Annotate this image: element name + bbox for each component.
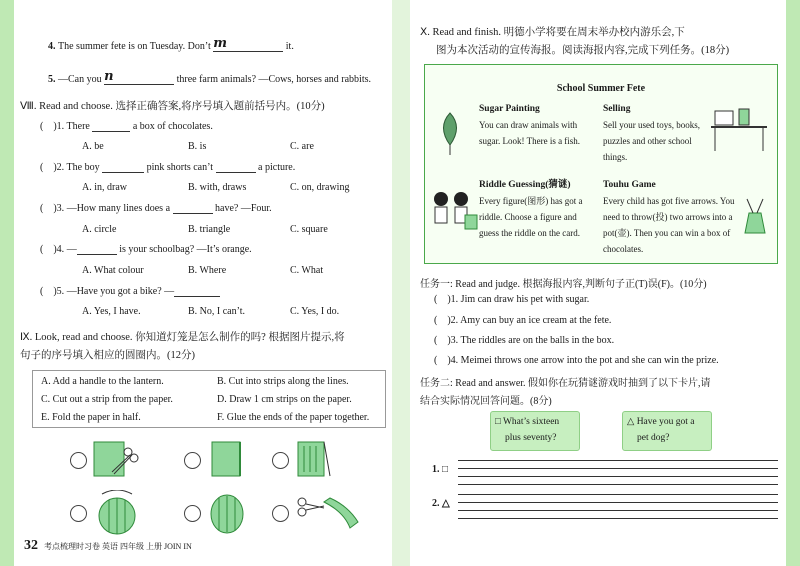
question-5: 5. —Can you n three farm animals? —Cows, horses and rabbits. bbox=[48, 69, 372, 85]
answer-1-line-a[interactable] bbox=[458, 460, 778, 461]
fete-poster bbox=[424, 64, 778, 264]
answer-circle-1[interactable] bbox=[70, 452, 87, 469]
choice-q5-c: C. Yes, I do. bbox=[290, 306, 340, 317]
choice-q2-c: C. on, drawing bbox=[290, 182, 350, 193]
answer-2-line-d[interactable] bbox=[458, 518, 778, 519]
section-9-title-line2: 句子的序号填入相应的圆圈内。(12分) bbox=[20, 350, 195, 361]
choice-q2-a: A. in, draw bbox=[82, 182, 127, 193]
task-1-title: 任务一: Read and judge. 根据海报内容,判断句子正(T)误(F)。(10分) bbox=[420, 279, 707, 290]
choice-q5-a: A. Yes, I have. bbox=[82, 306, 141, 317]
striped-paper-image bbox=[294, 438, 334, 480]
lantern-image bbox=[204, 492, 250, 536]
lantern-with-handle-image bbox=[92, 490, 142, 536]
judge-2: ( )2. Amy can buy an ice cream at the fete. bbox=[434, 315, 612, 326]
answer-circle-2[interactable] bbox=[184, 452, 201, 469]
choice-q5-b: B. No, I can’t. bbox=[188, 306, 246, 317]
choice-q2-b: B. with, draws bbox=[188, 182, 247, 193]
lantern-steps-box bbox=[32, 370, 386, 428]
right-page bbox=[414, 0, 784, 566]
poster-riddle-guessing: Riddle Guessing(猜谜) Every figure(图形) has got a riddle. Choose a figure and guess the riddle on the card. bbox=[479, 180, 583, 238]
paper-scissors-image bbox=[92, 438, 142, 480]
scissors-strips-image bbox=[294, 492, 374, 536]
selling-table-image bbox=[709, 105, 769, 155]
sugar-fish-image bbox=[433, 109, 467, 157]
choice-q4-b: B. Where bbox=[188, 265, 227, 276]
question-4: 4. The summer fete is on Tuesday. Don’t m it. bbox=[48, 36, 294, 52]
choice-q1-c: C. are bbox=[290, 141, 314, 152]
answer-circle-5[interactable] bbox=[184, 505, 201, 522]
answer-2-line-b[interactable] bbox=[458, 502, 778, 503]
judge-4: ( )4. Meimei throws one arrow into the pot and she can win the prize. bbox=[434, 355, 719, 366]
section-8-title: Ⅷ. Read and choose. 选择正确答案,将序号填入题前括号内。(10分) bbox=[20, 101, 325, 112]
step-f: F. Glue the ends of the paper together. bbox=[217, 412, 370, 423]
choice-q3-a: A. circle bbox=[82, 224, 117, 235]
step-c: C. Cut out a strip from the paper. bbox=[41, 394, 173, 405]
task-2-title-line2: 结合实际情况回答问题。(8分) bbox=[420, 396, 552, 407]
poster-title: School Summer Fete bbox=[556, 83, 646, 94]
poster-sugar-painting: Sugar Painting You can draw animals with sugar. Look! There is a fish. bbox=[479, 104, 581, 146]
choice-q4: ( )4. — is your schoolbag? —It’s orange. bbox=[40, 244, 252, 255]
step-e: E. Fold the paper in half. bbox=[41, 412, 141, 423]
answer-1-label: 1. □ bbox=[432, 464, 449, 475]
choice-q1-b: B. is bbox=[188, 141, 207, 152]
choice-q3-b: B. triangle bbox=[188, 224, 231, 235]
page-footer: 32 考点梳理时习卷 英语 四年级 上册 JOIN IN bbox=[24, 538, 192, 553]
book-gutter bbox=[392, 0, 410, 566]
choice-q3-c: C. square bbox=[290, 224, 328, 235]
answer-circle-4[interactable] bbox=[70, 505, 87, 522]
riddle-children-image bbox=[427, 189, 479, 237]
right-page-border bbox=[786, 0, 800, 566]
touhu-pot-image bbox=[737, 197, 773, 237]
choice-q1-a: A. be bbox=[82, 141, 104, 152]
poster-touhu-game: Touhu Game Every child has got five arrows. You need to throw(投) two arrows into a pot(壶). Then you can win a box of chocolates. bbox=[603, 180, 735, 254]
task-2-title: 任务二: Read and answer. 假如你在玩猜谜游戏时抽到了以下卡片,请 bbox=[420, 378, 711, 389]
answer-circle-3[interactable] bbox=[272, 452, 289, 469]
choice-q2: ( )2. The boy pink shorts can’t a picture. bbox=[40, 162, 296, 173]
choice-q1: ( )1. There a box of chocolates. bbox=[40, 121, 213, 132]
judge-1: ( )1. Jim can draw his pet with sugar. bbox=[434, 294, 590, 305]
choice-q4-c: C. What bbox=[290, 265, 324, 276]
judge-3: ( )3. The riddles are on the balls in the box. bbox=[434, 335, 615, 346]
riddle-card-triangle: △ Have you got a pet dog? bbox=[622, 411, 712, 451]
answer-circle-6[interactable] bbox=[272, 505, 289, 522]
folded-paper-image bbox=[208, 438, 248, 480]
section-9-title: Ⅸ. Look, read and choose. 你知道灯笼是怎么制作的吗? 根据图片提示,将 bbox=[20, 332, 345, 343]
answer-2-line-a[interactable] bbox=[458, 494, 778, 495]
choice-q5: ( )5. —Have you got a bike? — bbox=[40, 286, 220, 297]
answer-1-line-b[interactable] bbox=[458, 468, 778, 469]
step-a: A. Add a handle to the lantern. bbox=[41, 376, 164, 387]
poster-selling: Selling Sell your used toys, books, puzzles and other school things. bbox=[603, 104, 701, 162]
left-page bbox=[18, 0, 390, 566]
section-10-title-line2: 图为本次活动的宣传海报。阅读海报内容,完成下列任务。(18分) bbox=[436, 45, 730, 56]
section-10-title: Ⅹ. Read and finish. 明德小学将要在周末举办校内游乐会,下 bbox=[420, 27, 685, 38]
answer-2-line-c[interactable] bbox=[458, 510, 778, 511]
riddle-card-square: □ What’s sixteen plus seventy? bbox=[490, 411, 580, 451]
answer-1-line-d[interactable] bbox=[458, 484, 778, 485]
step-b: B. Cut into strips along the lines. bbox=[217, 376, 349, 387]
left-page-border bbox=[0, 0, 14, 566]
answer-1-line-c[interactable] bbox=[458, 476, 778, 477]
answer-2-label: 2. △ bbox=[432, 498, 450, 509]
choice-q4-a: A. What colour bbox=[82, 265, 144, 276]
step-d: D. Draw 1 cm strips on the paper. bbox=[217, 394, 352, 405]
choice-q3: ( )3. —How many lines does a have? —Four. bbox=[40, 203, 272, 214]
